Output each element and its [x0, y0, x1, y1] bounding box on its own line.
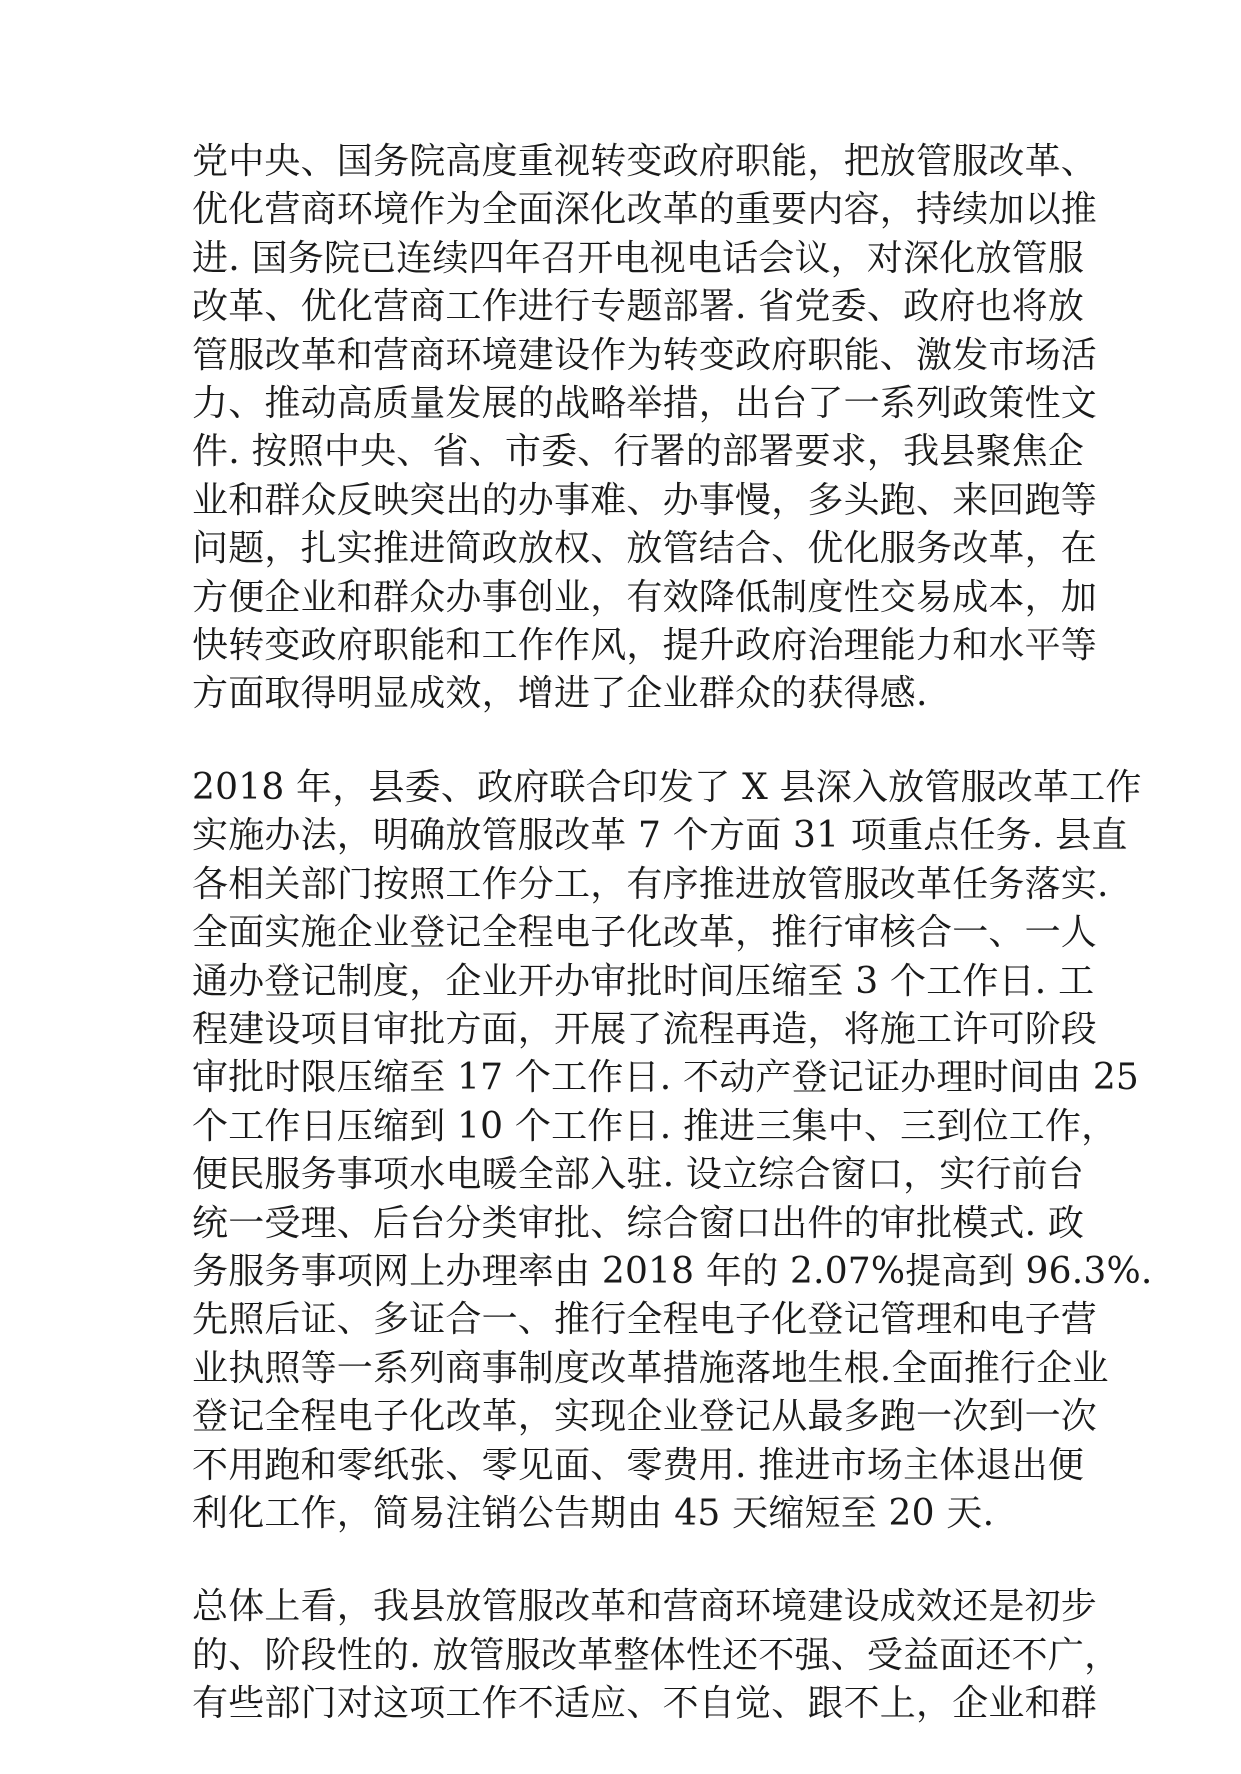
- text-line: 业执照等一系列商事制度改革措施落地生根.全面推行企业: [192, 1347, 1109, 1389]
- paragraph-2: [192, 764, 1153, 1539]
- text-line: 总体上看，我县放管服改革和营商环境建设成效还是初步: [192, 1586, 1098, 1628]
- text-line: 实施办法，明确放管服改革 7 个方面 31 项重点任务. 县直: [192, 815, 1128, 857]
- text-line: 优化营商环境作为全面深化改革的重要内容，持续加以推: [192, 189, 1098, 231]
- text-line: 便民服务事项水电暖全部入驻. 设立综合窗口，实行前台: [192, 1154, 1085, 1196]
- text-line: 务服务事项网上办理率由 2018 年的 2.07%提高到 96.3%.: [192, 1250, 1153, 1292]
- text-line: 方便企业和群众办事创业，有效降低制度性交易成本，加: [192, 576, 1098, 618]
- text-line: 力、推动高质量发展的战略举措，出台了一系列政策性文: [192, 383, 1098, 425]
- text-line: 管服改革和营商环境建设作为转变政府职能、激发市场活: [192, 334, 1098, 376]
- text-line: 统一受理、后台分类审批、综合窗口出件的审批模式. 政: [192, 1202, 1085, 1244]
- text-line: 2018 年，县委、政府联合印发了 X 县深入放管服改革工作: [192, 766, 1142, 808]
- text-line: 方面取得明显成效，增进了企业群众的获得感.: [192, 673, 928, 715]
- text-line: 不用跑和零纸张、零见面、零费用. 推进市场主体退出便: [192, 1444, 1085, 1486]
- text-line: 全面实施企业登记全程电子化改革，推行审核合一、一人: [192, 912, 1098, 954]
- text-line: 有些部门对这项工作不适应、不自觉、跟不上，企业和群: [192, 1683, 1098, 1725]
- text-line: 的、阶段性的. 放管服改革整体性还不强、受益面还不广，: [192, 1634, 1121, 1676]
- paragraph-1: [192, 138, 1098, 719]
- text-line: 利化工作，简易注销公告期由 45 天缩短至 20 天.: [192, 1492, 995, 1534]
- text-line: 个工作日压缩到 10 个工作日. 推进三集中、三到位工作，: [192, 1105, 1118, 1147]
- text-line: 党中央、国务院高度重视转变政府职能，把放管服改革、: [192, 141, 1098, 182]
- paragraph-3: [192, 1583, 1121, 1728]
- text-line: 登记全程电子化改革，实现企业登记从最多跑一次到一次: [192, 1396, 1098, 1438]
- text-line: 先照后证、多证合一、推行全程电子化登记管理和电子营: [192, 1299, 1098, 1341]
- text-line: 件. 按照中央、省、市委、行署的部署要求，我县聚焦企: [192, 431, 1085, 473]
- text-line: 改革、优化营商工作进行专题部署. 省党委、政府也将放: [192, 286, 1085, 328]
- text-line: 各相关部门按照工作分工，有序推进放管服改革任务落实.: [192, 863, 1109, 905]
- text-line: 问题，扎实推进简政放权、放管结合、优化服务改革，在: [192, 528, 1098, 570]
- text-line: 程建设项目审批方面，开展了流程再造，将施工许可阶段: [192, 1008, 1098, 1050]
- text-line: 通办登记制度，企业开办审批时间压缩至 3 个工作日. 工: [192, 960, 1095, 1002]
- text-line: 快转变政府职能和工作作风，提升政府治理能力和水平等: [192, 625, 1098, 667]
- document-body: [192, 138, 1153, 1774]
- text-line: 业和群众反映突出的办事难、办事慢，多头跑、来回跑等: [192, 479, 1098, 521]
- text-line: 进. 国务院已连续四年召开电视电话会议，对深化放管服: [192, 237, 1085, 279]
- text-line: 审批时限压缩至 17 个工作日. 不动产登记证办理时间由 25: [192, 1057, 1140, 1099]
